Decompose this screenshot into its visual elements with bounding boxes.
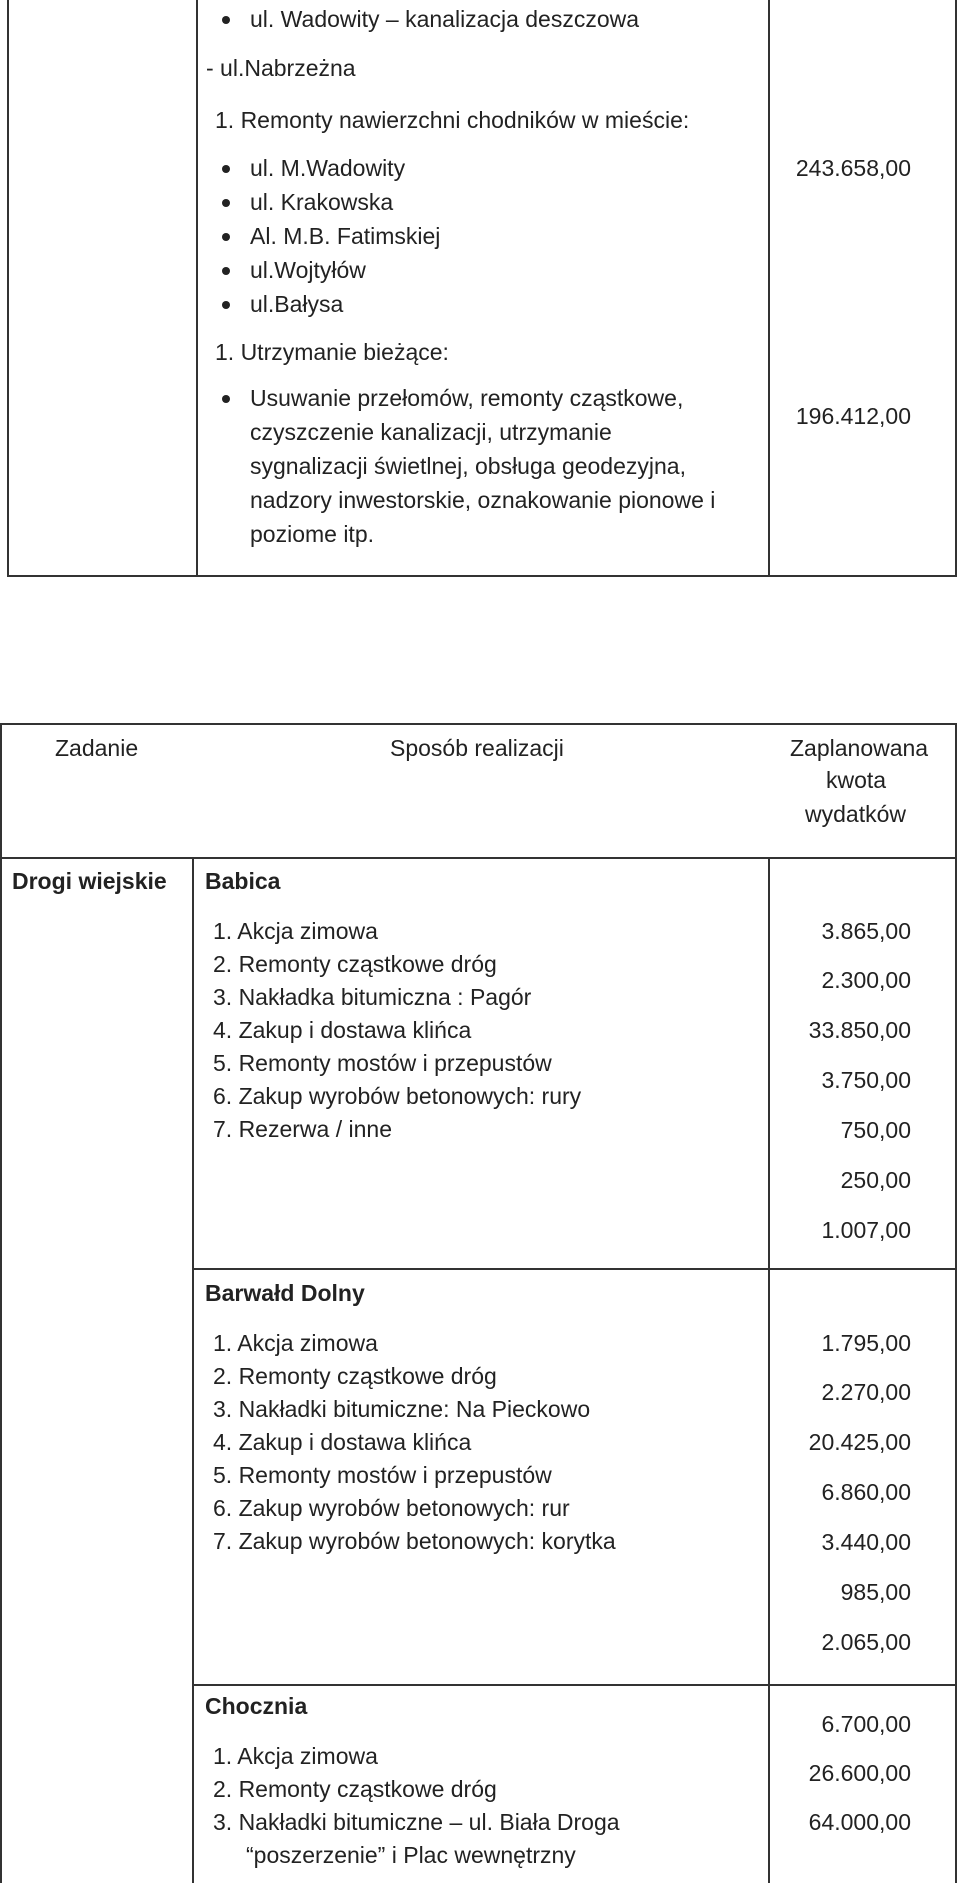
list-item: 2. Remonty cząstkowe dróg bbox=[213, 951, 497, 977]
bullet-item: ul.Bałysa bbox=[250, 291, 344, 317]
sidewalks-amount: 243.658,00 bbox=[795, 155, 911, 181]
header-amount: Zaplanowana bbox=[790, 735, 929, 761]
maintenance-heading: 1. Utrzymanie bieżące: bbox=[215, 339, 449, 365]
bullet-item: ul. M.Wadowity bbox=[250, 155, 406, 181]
amount-cell: 1.795,00 bbox=[821, 1330, 911, 1356]
sidewalks-heading: 1. Remonty nawierzchni chodników w mieście: bbox=[215, 107, 690, 133]
top-table-col-divider-2 bbox=[768, 0, 770, 577]
table-col-divider-2 bbox=[768, 857, 770, 1883]
amount-cell: 64.000,00 bbox=[808, 1809, 911, 1835]
list-item: 3. Nakładka bitumiczna : Pagór bbox=[213, 984, 532, 1010]
table-header-bottom-border bbox=[0, 857, 957, 859]
list-item: 1. Akcja zimowa bbox=[213, 918, 378, 944]
row-divider bbox=[194, 1684, 957, 1686]
list-item: 4. Zakup i dostawa klińca bbox=[213, 1429, 472, 1455]
list-item: 1. Akcja zimowa bbox=[213, 1743, 378, 1769]
bullet-item: Al. M.B. Fatimskiej bbox=[250, 223, 441, 249]
amount-cell: 250,00 bbox=[840, 1167, 911, 1193]
amount-cell: 6.700,00 bbox=[821, 1711, 911, 1737]
table-right-border bbox=[955, 723, 957, 1883]
amount-cell: 2.270,00 bbox=[821, 1379, 911, 1405]
amount-cell: 750,00 bbox=[840, 1117, 911, 1143]
list-item-continuation: “poszerzenie” i Plac wewnętrzny bbox=[246, 1842, 576, 1868]
bullet-item: ul. Wadowity – kanalizacja deszczowa bbox=[250, 6, 640, 32]
amount-cell: 33.850,00 bbox=[808, 1017, 911, 1043]
table-col-divider-1 bbox=[192, 857, 194, 1883]
top-table-right-border bbox=[955, 0, 957, 577]
maintenance-text: sygnalizacji świetlnej, obsługa geodezyjna, bbox=[250, 453, 686, 479]
row-divider bbox=[194, 1268, 957, 1270]
header-amount: wydatków bbox=[805, 801, 906, 827]
maintenance-text: czyszczenie kanalizacji, utrzymanie bbox=[250, 419, 612, 445]
list-item: 2. Remonty cząstkowe dróg bbox=[213, 1363, 497, 1389]
list-item: 6. Zakup wyrobów betonowych: rury bbox=[213, 1083, 582, 1109]
bullet-item: Usuwanie przełomów, remonty cząstkowe, bbox=[250, 385, 684, 411]
list-item: 2. Remonty cząstkowe dróg bbox=[213, 1776, 497, 1802]
header-method: Sposób realizacji bbox=[390, 735, 564, 761]
street-line: - ul.Nabrzeżna bbox=[206, 55, 356, 81]
list-item: 7. Rezerwa / inne bbox=[213, 1116, 392, 1142]
amount-cell: 1.007,00 bbox=[821, 1217, 911, 1243]
amount-cell: 26.600,00 bbox=[808, 1760, 911, 1786]
top-table-col-divider-1 bbox=[196, 0, 198, 577]
amount-cell: 3.750,00 bbox=[821, 1067, 911, 1093]
maintenance-amount: 196.412,00 bbox=[795, 403, 911, 429]
top-table-left-border bbox=[7, 0, 9, 577]
header-amount: kwota bbox=[826, 767, 887, 793]
bullet-item: ul. Krakowska bbox=[250, 189, 394, 215]
header-task: Zadanie bbox=[55, 735, 139, 761]
section-title-babica: Babica bbox=[205, 868, 281, 894]
list-item: 6. Zakup wyrobów betonowych: rur bbox=[213, 1495, 570, 1521]
list-item: 3. Nakładki bitumiczne: Na Pieckowo bbox=[213, 1396, 591, 1422]
amount-cell: 985,00 bbox=[840, 1579, 911, 1605]
list-item: 5. Remonty mostów i przepustów bbox=[213, 1050, 552, 1076]
list-item: 5. Remonty mostów i przepustów bbox=[213, 1462, 552, 1488]
table-left-border bbox=[0, 723, 2, 1883]
list-item: 1. Akcja zimowa bbox=[213, 1330, 378, 1356]
amount-cell: 2.300,00 bbox=[821, 967, 911, 993]
maintenance-text: poziome itp. bbox=[250, 521, 375, 547]
list-item: 7. Zakup wyrobów betonowych: korytka bbox=[213, 1528, 616, 1554]
amount-cell: 3.440,00 bbox=[821, 1529, 911, 1555]
section-title-barwald: Barwałd Dolny bbox=[205, 1280, 365, 1306]
list-item: 3. Nakładki bitumiczne – ul. Biała Droga bbox=[213, 1809, 620, 1835]
amount-cell: 20.425,00 bbox=[808, 1429, 911, 1455]
table-top-border bbox=[0, 723, 957, 725]
amount-cell: 6.860,00 bbox=[821, 1479, 911, 1505]
amount-cell: 2.065,00 bbox=[821, 1629, 911, 1655]
list-item: 4. Zakup i dostawa klińca bbox=[213, 1017, 472, 1043]
section-title-chocznia: Chocznia bbox=[205, 1693, 308, 1719]
top-table-bottom-border bbox=[7, 575, 957, 577]
task-name: Drogi wiejskie bbox=[12, 868, 167, 894]
amount-cell: 3.865,00 bbox=[821, 918, 911, 944]
bullet-item: ul.Wojtyłów bbox=[250, 257, 366, 283]
maintenance-text: nadzory inwestorskie, oznakowanie pionowe i bbox=[250, 487, 716, 513]
